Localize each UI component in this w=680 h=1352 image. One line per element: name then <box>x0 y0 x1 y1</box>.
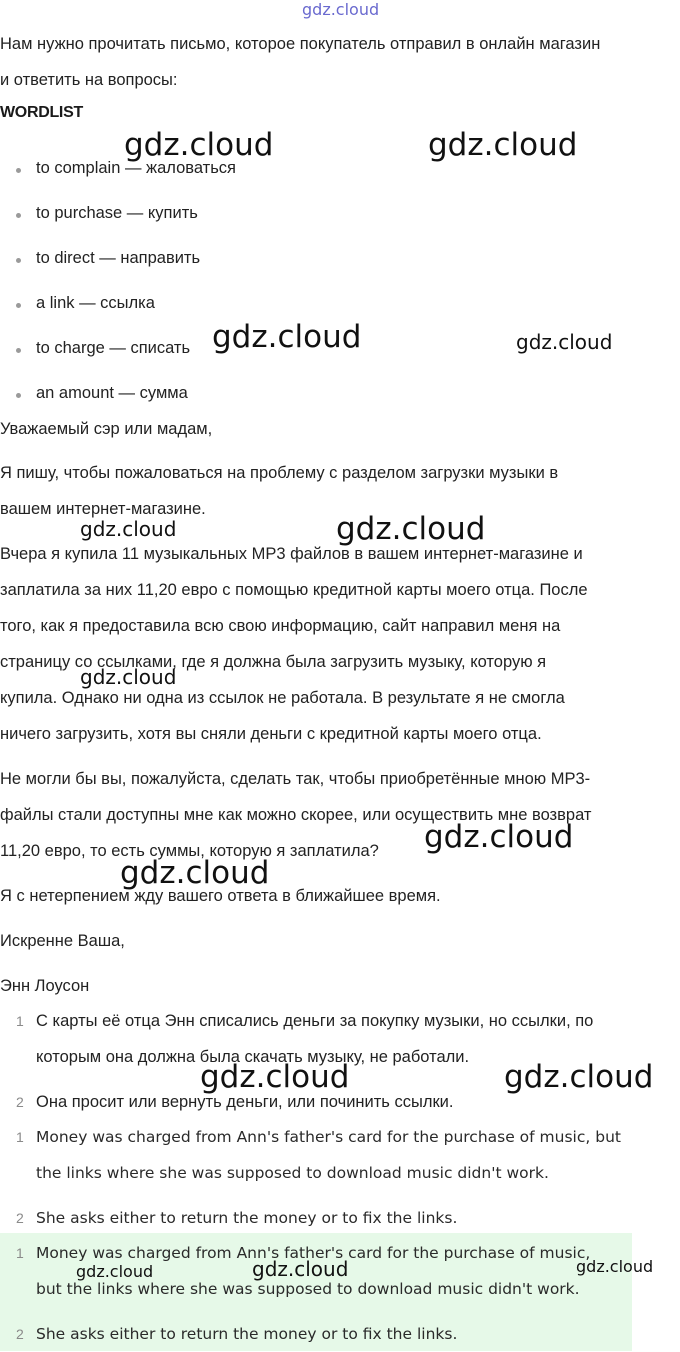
letter-line: Вчера я купила 11 музыкальных MP3 файлов в вашем интернет-магазине и <box>0 545 583 563</box>
letter-line: 11,20 евро, то есть суммы, которую я заплатила? <box>0 842 379 860</box>
answer-line: Money was charged from Ann's father's card for the purchase of music, but <box>36 1128 621 1146</box>
letter-line: файлы стали доступны мне как можно скорее, или осуществить мне возврат <box>0 806 592 824</box>
top-watermark: gdz.cloud <box>302 0 380 19</box>
bullet-icon <box>16 303 21 308</box>
watermark: gdz.cloud <box>212 319 362 355</box>
wordlist-item: to complain — жаловаться <box>36 159 236 177</box>
bullet-icon <box>16 393 21 398</box>
answer-line: Она просит или вернуть деньги, или починить ссылки. <box>36 1093 454 1111</box>
intro-line-1: Нам нужно прочитать письмо, которое покупатель отправил в онлайн магазин <box>0 35 601 53</box>
wordlist-item: to purchase — купить <box>36 204 198 222</box>
answer-number: 2 <box>16 1094 24 1110</box>
letter-line: заплатила за них 11,20 евро с помощью кредитной карты моего отца. После <box>0 581 588 599</box>
letter-line: Я с нетерпением жду вашего ответа в ближайшее время. <box>0 887 441 905</box>
letter-line: купила. Однако ни одна из ссылок не работала. В результате я не смогла <box>0 689 565 707</box>
bullet-icon <box>16 213 21 218</box>
wordlist-item: a link — ссылка <box>36 294 155 312</box>
letter-line: страницу со ссылками, где я должна была загрузить музыку, которую я <box>0 653 547 671</box>
letter-greeting: Уважаемый сэр или мадам, <box>0 420 213 438</box>
wordlist-item: to charge — списать <box>36 339 191 357</box>
answer-number: 2 <box>16 1210 24 1226</box>
letter-line: Я пишу, чтобы пожаловаться на проблему с разделом загрузки музыки в <box>0 464 559 482</box>
answer-line: Money was charged from Ann's father's card for the purchase of music, <box>36 1244 591 1262</box>
wordlist-heading: WORDLIST <box>0 104 83 121</box>
answer-line: С карты её отца Энн списались деньги за покупку музыки, но ссылки, по <box>36 1012 594 1030</box>
wordlist-item: to direct — направить <box>36 249 201 267</box>
watermark: gdz.cloud <box>428 127 578 163</box>
bullet-icon <box>16 348 21 353</box>
watermark: gdz.cloud <box>516 330 613 354</box>
watermark: gdz.cloud <box>80 665 177 689</box>
letter-signature: Энн Лоусон <box>0 977 90 995</box>
watermark: gdz.cloud <box>252 1257 349 1281</box>
letter-line: Не могли бы вы, пожалуйста, сделать так, чтобы приобретённые мною MP3- <box>0 770 591 788</box>
watermark: gdz.cloud <box>424 819 574 855</box>
answer-line: которым она должна была скачать музыку, не работали. <box>36 1048 470 1066</box>
answer-line: She asks either to return the money or to fix the links. <box>36 1209 458 1227</box>
intro-line-2: и ответить на вопросы: <box>0 71 178 89</box>
watermark: gdz.cloud <box>76 1262 154 1281</box>
watermark: gdz.cloud <box>80 517 177 541</box>
watermark: gdz.cloud <box>576 1257 654 1276</box>
answer-number: 1 <box>16 1245 24 1261</box>
answer-line: She asks either to return the money or to fix the links. <box>36 1325 458 1343</box>
letter-closing: Искренне Ваша, <box>0 932 125 950</box>
answer-line: but the links where she was supposed to download music didn't work. <box>36 1280 580 1298</box>
watermark: gdz.cloud <box>200 1059 350 1095</box>
answer-number: 1 <box>16 1013 24 1029</box>
letter-line: того, как я предоставила всю свою информацию, сайт направил меня на <box>0 617 561 635</box>
answer-number: 2 <box>16 1326 24 1342</box>
bullet-icon <box>16 168 21 173</box>
letter-line: ничего загрузить, хотя вы сняли деньги с кредитной карты моего отца. <box>0 725 542 743</box>
watermark: gdz.cloud <box>336 511 486 547</box>
bullet-icon <box>16 258 21 263</box>
answer-number: 1 <box>16 1129 24 1145</box>
watermark: gdz.cloud <box>120 855 270 891</box>
letter-line: вашем интернет-магазине. <box>0 500 206 518</box>
watermark: gdz.cloud <box>124 127 274 163</box>
wordlist-item: an amount — сумма <box>36 384 188 402</box>
watermark: gdz.cloud <box>504 1059 654 1095</box>
answer-line: the links where she was supposed to download music didn't work. <box>36 1164 549 1182</box>
